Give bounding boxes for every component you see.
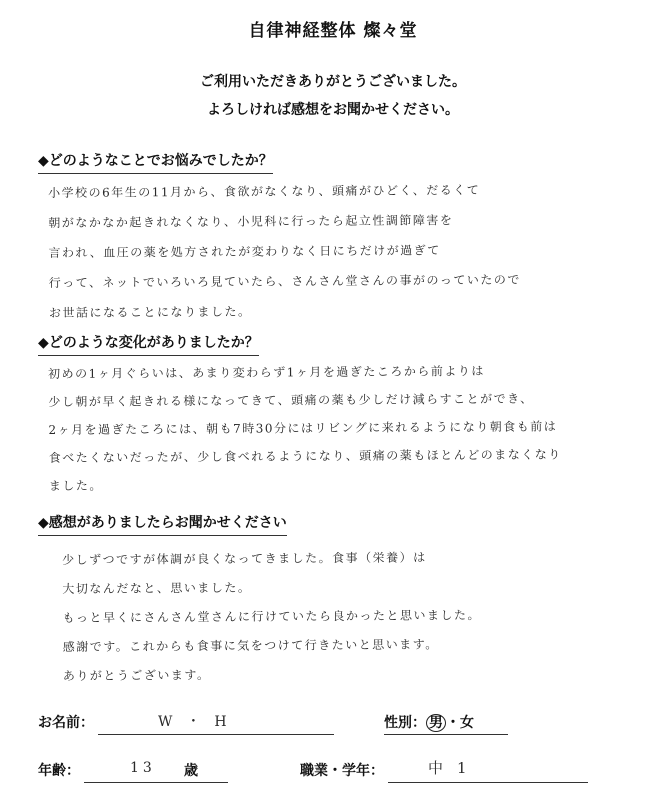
occupation-field bbox=[300, 760, 620, 784]
answer-line: 小学校の6年生の11月から、食欲がなくなり、頭痛がひどく、だるくて bbox=[48, 182, 481, 200]
gender-label: 性別： bbox=[384, 715, 426, 731]
question-changes bbox=[38, 332, 648, 500]
gender-field bbox=[384, 712, 524, 736]
name-value: W・H bbox=[158, 714, 241, 730]
page-title: 自律神経整体 燦々堂 bbox=[248, 21, 418, 41]
occupation-underline bbox=[388, 782, 588, 783]
answer-impressions bbox=[62, 542, 649, 691]
gender-underline bbox=[384, 734, 508, 735]
answer-line: 言われ、血圧の薬を処方されたが変わりなく日にちだけが過ぎて bbox=[48, 243, 441, 260]
age-label: 年齢： bbox=[38, 763, 80, 779]
answer-line: 感謝です。これからも食事に気をつけて行きたいと思います。 bbox=[62, 637, 439, 654]
question-troubles-heading: ◆どのようなことでお悩みでしたか？ bbox=[38, 150, 273, 174]
gender-separator: ・ bbox=[446, 715, 460, 731]
age-field bbox=[38, 760, 238, 784]
answer-line: 大切なんだなと、思いました。 bbox=[62, 580, 252, 596]
age-underline bbox=[84, 782, 228, 783]
answer-line: ありがとうございます。 bbox=[62, 667, 211, 683]
answer-line: 朝がなかなか起きれなくなり、小児科に行ったら起立性調節障害を bbox=[48, 213, 454, 230]
intro-line-2: よろしければ感想をお聞かせください。 bbox=[207, 102, 459, 118]
answer-line: 食べたくないだったが、少し食べれるようになり、頭痛の薬もほとんどのまなくなり bbox=[48, 447, 562, 465]
question-impressions-heading: ◆感想がありましたらお聞かせください bbox=[38, 512, 287, 536]
answer-line: 初めの1ヶ月ぐらいは、あまり変わらず1ヶ月を過ぎたころから前よりは bbox=[48, 363, 485, 381]
occupation-label: 職業・学年： bbox=[300, 763, 384, 779]
answer-changes bbox=[48, 356, 649, 500]
name-label: お名前： bbox=[38, 715, 94, 731]
answer-line: 少し朝が早く起きれる様になってきて、頭痛の薬も少しだけ減らすことができ、 bbox=[48, 391, 534, 409]
answer-troubles bbox=[48, 174, 649, 328]
question-troubles bbox=[38, 150, 648, 328]
answer-line: 少しずつですが体調が良くなってきました。食事（栄養）は bbox=[62, 550, 427, 567]
question-changes-heading: ◆どのような変化がありましたか？ bbox=[38, 332, 259, 356]
gender-male-circled: 男 bbox=[426, 714, 446, 732]
age-value: 13 bbox=[130, 760, 156, 776]
name-underline bbox=[98, 734, 334, 735]
age-unit: 歳 bbox=[184, 763, 198, 779]
answer-line: もっと早くにさんさん堂さんに行けていたら良かったと思いました。 bbox=[62, 608, 482, 625]
answer-line: 行って、ネットでいろいろ見ていたら、さんさん堂さんの事がのっていたので bbox=[48, 272, 521, 290]
answer-line: 2ヶ月を過ぎたころには、朝も7時30分にはリビングに来れるようになり朝食も前は bbox=[48, 419, 558, 437]
answer-line: お世話になることになりました。 bbox=[48, 304, 252, 320]
name-field bbox=[38, 712, 338, 736]
answer-line: ました。 bbox=[48, 478, 103, 493]
intro-text bbox=[0, 68, 666, 124]
occupation-value: 中1 bbox=[428, 759, 481, 777]
question-impressions bbox=[38, 512, 648, 691]
gender-female: 女 bbox=[460, 715, 474, 731]
intro-line-1: ご利用いただきありがとうございました。 bbox=[200, 74, 466, 90]
